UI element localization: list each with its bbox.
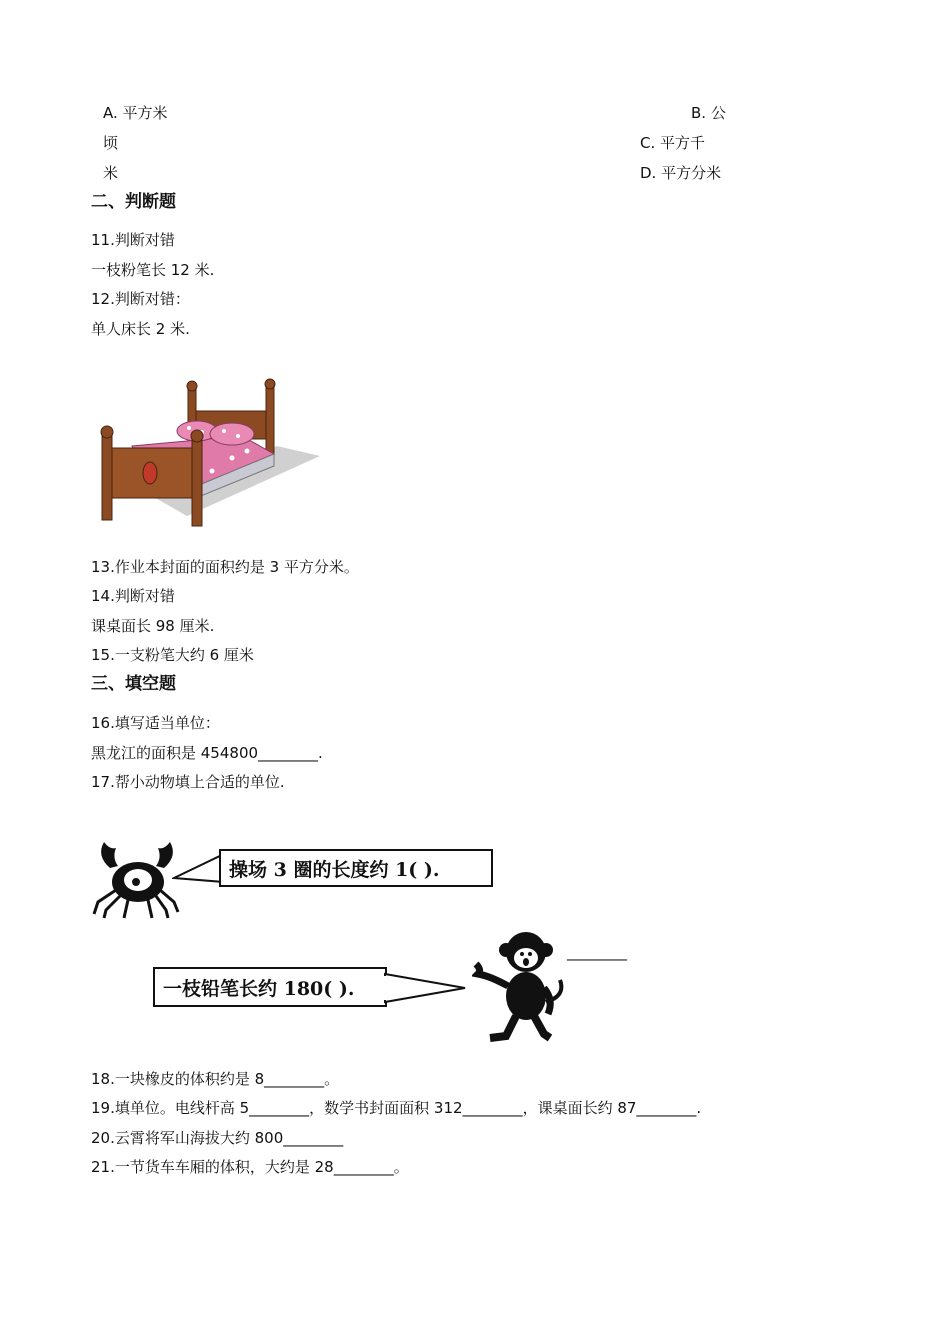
option-d: D. 平方分米: [640, 164, 722, 182]
question-14: 14.判断对错: [91, 587, 175, 605]
question-12-body: 单人床长 2 米.: [91, 320, 190, 338]
option-b-cont: 顷: [103, 134, 119, 152]
question-17-blank: ________: [567, 943, 627, 961]
bed-illustration: [92, 376, 324, 528]
bubble-2-pointer: [383, 972, 467, 1004]
question-17: 17.帮小动物填上合适的单位.: [91, 773, 285, 791]
bubble-pencil-length: 一枝铅笔长约 180( ).: [153, 967, 387, 1007]
question-18: 18.一块橡皮的体积约是 8________。: [91, 1070, 340, 1088]
option-c-cont: 米: [103, 164, 119, 182]
question-15: 15.一支粉笔大约 6 厘米: [91, 646, 254, 664]
monkey-illustration: [472, 930, 568, 1042]
question-12: 12.判断对错：: [91, 290, 190, 308]
question-21: 21.一节货车车厢的体积，大约是 28________。: [91, 1158, 409, 1176]
option-c: C. 平方千: [640, 134, 706, 152]
question-11-body: 一枝粉笔长 12 米.: [91, 261, 215, 279]
question-19: 19.填单位。电线杆高 5________，数学书封面面积 312________，课桌面长约 87________.: [91, 1099, 702, 1117]
option-a: A. 平方米: [103, 104, 168, 122]
bubble-playground-length: 操场 3 圈的长度约 1( ).: [219, 849, 493, 887]
bubble-1-pointer: [172, 850, 226, 886]
crab-illustration: [90, 838, 182, 920]
option-b: B. 公: [691, 104, 726, 122]
question-13: 13.作业本封面的面积约是 3 平方分米。: [91, 558, 359, 576]
question-14-body: 课桌面长 98 厘米.: [91, 617, 215, 635]
section-heading-fill-blank: 三、填空题: [91, 674, 176, 694]
question-16: 16.填写适当单位：: [91, 714, 220, 732]
question-20: 20.云霄将军山海拔大约 800________: [91, 1129, 344, 1147]
question-16-body: 黑龙江的面积是 454800________.: [91, 744, 323, 762]
question-11: 11.判断对错: [91, 231, 175, 249]
section-heading-judgment: 二、判断题: [91, 192, 176, 212]
